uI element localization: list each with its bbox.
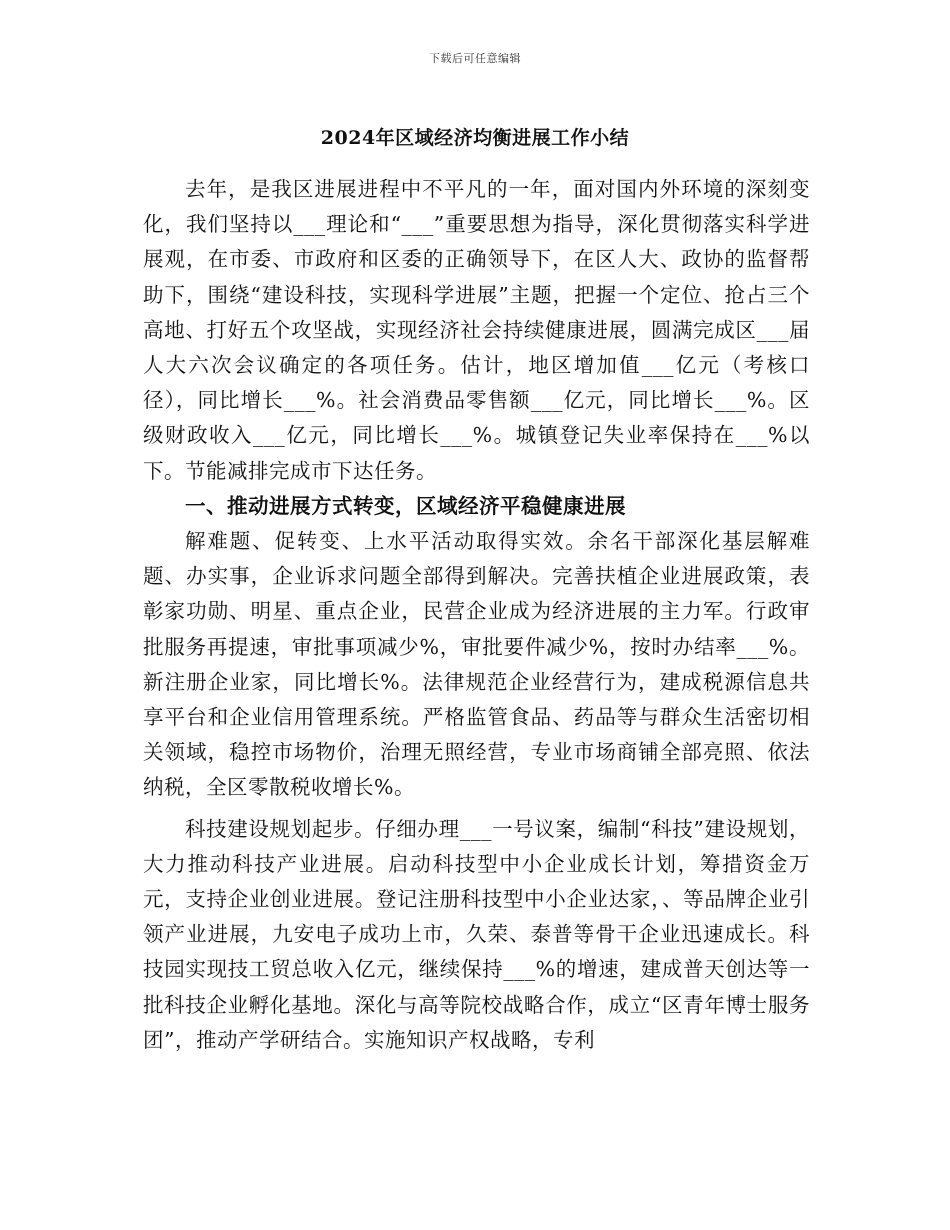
body-paragraph-2: 科技建设规划起步。仔细办理___一号议案，编制“科技”建设规划，大力推动科技产业进展。启动科技型中小企业成长计划，筹措资金万元，支持企业创业进展。登记注册科技型中小企业达家，、等品牌企业引领产业进展，九安电子成功上市，久荣、泰普等骨干企业迅速成长。科技园实现技工贸总收入亿元，继续保持___%的增速，建成普天创达等一批科技企业孵化基地。深化与高等院校战略合作，成立“区青年博士服务团”，推动产学研结合。实施知识产权战略，专利 xyxy=(143,816,810,1052)
page-header-note: 下载后可任意编辑 xyxy=(429,52,521,65)
section-heading: 一、推动进展方式转变，区域经济平稳健康进展 xyxy=(185,493,626,518)
body-paragraph-1: 解难题、促转变、上水平活动取得实效。余名干部深化基层解难题、办实事，企业诉求问题全部得到解决。完善扶植企业进展政策，表彰家功勋、明星、重点企业，民营企业成为经济进展的主力军。行政审批服务再提速，审批事项减少%，审批要件减少%，按时办结率___%。新注册企业家，同比增长%。法律规范企业经营行为，建成税源信息共享平台和企业信用管理系统。严格监管食品、药品等与群众生活密切相关领域，稳控市场物价，治理无照经营，专业市场商铺全部亮照、依法纳税，全区零散税收增长%。 xyxy=(143,529,810,800)
document-body xyxy=(143,172,810,1058)
document-title: 2024年区域经济均衡进展工作小结 xyxy=(320,127,630,149)
intro-paragraph: 去年，是我区进展进程中不平凡的一年，面对国内外环境的深刻变化，我们坚持以___理论和“___”重要思想为指导，深化贯彻落实科学进展观，在市委、市政府和区委的正确领导下，在区人大、政协的监督帮助下，围绕“建设科技，实现科学进展”主题，把握一个定位、抢占三个高地、打好五个攻坚战，实现经济社会持续健康进展，圆满完成区___届人大六次会议确定的各项任务。估计，地区增加值___亿元（考核口径），同比增长___%。社会消费品零售额___亿元，同比增长___%。区级财政收入___亿元，同比增长___%。城镇登记失业率保持在___%以下。节能减排完成市下达任务。 xyxy=(143,177,810,483)
